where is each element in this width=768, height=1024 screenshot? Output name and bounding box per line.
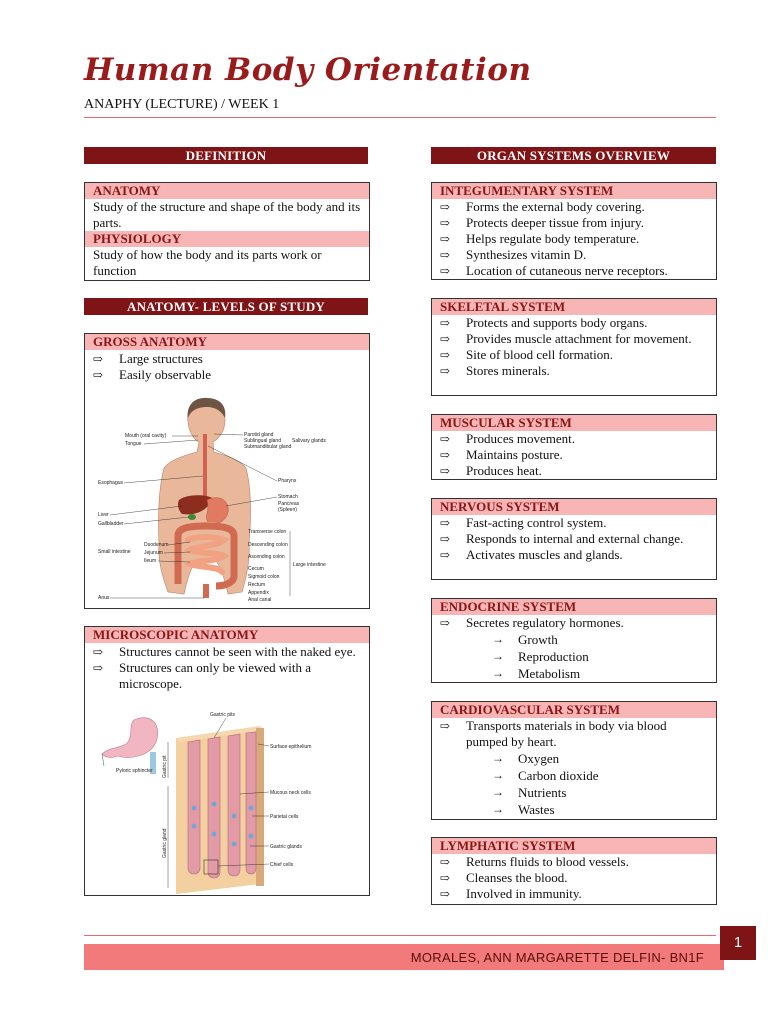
skeletal-heading: SKELETAL SYSTEM (432, 299, 716, 315)
arrow-bullet-icon: ⇨ (440, 616, 451, 630)
label-surface-epithelium: Surface epithelium (270, 744, 312, 750)
arrow-bullet-icon: ⇨ (440, 200, 451, 214)
label-parietal-cells: Parietal cells (270, 814, 299, 820)
arrow-bullet-icon: ⇨ (93, 352, 104, 366)
page-number: 1 (720, 926, 756, 960)
label-small-intestine: Small intestine (98, 549, 131, 555)
list-item: → Oxygen (492, 751, 560, 766)
list-item: ⇨ Maintains posture. (440, 447, 563, 462)
label-gastric-pits: Gastric pits (210, 712, 236, 718)
arrow-bullet-icon: ⇨ (440, 216, 451, 230)
arrow-bullet-icon: ⇨ (440, 887, 451, 901)
arrow-bullet-icon: ⇨ (440, 348, 451, 362)
label-gastric-pit-side: Gastric pit (162, 755, 168, 778)
label-parotid: Parotid gland (244, 432, 274, 438)
microscopic-anatomy-heading: MICROSCOPIC ANATOMY (85, 627, 369, 643)
footer-divider (84, 935, 716, 936)
right-arrow-icon: → (492, 751, 504, 765)
list-item: ⇨ Fast-acting control system. (440, 515, 607, 530)
list-item: ⇨ Secretes regulatory hormones. (440, 615, 624, 630)
arrow-bullet-icon: ⇨ (440, 316, 451, 330)
list-item: ⇨ Involved in immunity. (440, 886, 582, 901)
list-item: ⇨ Protects deeper tissue from injury. (440, 215, 644, 230)
arrow-bullet-icon: ⇨ (440, 871, 451, 885)
arrow-bullet-icon: ⇨ (440, 248, 451, 262)
list-item: ⇨ Activates muscles and glands. (440, 547, 623, 562)
list-item: ⇨ Produces movement. (440, 431, 576, 446)
label-appendix: Appendix (248, 590, 269, 596)
list-item: ⇨ Responds to internal and external change. (440, 531, 684, 546)
label-duodenum: Duodenum (144, 542, 169, 548)
label-large-intestine: Large intestine (293, 562, 326, 568)
list-item: → Carbon dioxide (492, 768, 599, 783)
label-pharynx: Pharynx (278, 478, 297, 484)
list-item: ⇨ Site of blood cell formation. (440, 347, 613, 362)
list-item: ⇨ Structures can only be viewed with a microscope. (93, 660, 312, 691)
right-arrow-icon: → (492, 802, 504, 816)
list-item: ⇨ Transports materials in body via blood pumped by heart. (440, 718, 667, 749)
physiology-definition: Study of how the body and its parts work or function (93, 247, 322, 278)
label-salivary: Salivary glands (292, 438, 326, 444)
arrow-bullet-icon: ⇨ (440, 548, 451, 562)
arrow-bullet-icon: ⇨ (440, 855, 451, 869)
list-item: ⇨ Structures cannot be seen with the naked eye. (93, 644, 356, 659)
list-item: ⇨ Large structures (93, 351, 203, 366)
label-descending-colon: Descending colon (248, 542, 288, 548)
anatomy-definition: Study of the structure and shape of the body and its parts. (93, 199, 361, 230)
definition-section-header: DEFINITION (84, 147, 368, 164)
digestive-system-illustration (96, 396, 326, 608)
integumentary-heading: INTEGUMENTARY SYSTEM (432, 183, 716, 199)
label-anus: Anus (98, 595, 110, 601)
definition-box (84, 182, 370, 281)
list-item: ⇨ Produces heat. (440, 463, 542, 478)
arrow-bullet-icon: ⇨ (93, 661, 104, 675)
right-arrow-icon: → (492, 768, 504, 782)
label-spleen: (Spleen) (278, 507, 297, 513)
list-item: ⇨ Provides muscle attachment for movement. (440, 331, 692, 346)
label-transverse-colon: Transverse colon (248, 529, 287, 535)
footer-author: MORALES, ANN MARGARETTE DELFIN- BN1F (410, 950, 704, 965)
list-item: → Growth (492, 632, 558, 647)
physiology-heading: PHYSIOLOGY (85, 231, 369, 247)
label-jejunum: Jejunum (144, 550, 163, 556)
arrow-bullet-icon: ⇨ (440, 464, 451, 478)
list-item: ⇨ Returns fluids to blood vessels. (440, 854, 629, 869)
list-item: ⇨ Synthesizes vitamin D. (440, 247, 587, 262)
label-stomach: Stomach (278, 494, 298, 500)
list-item: ⇨ Protects and supports body organs. (440, 315, 648, 330)
footer-bar (84, 944, 724, 970)
list-item: ⇨ Stores minerals. (440, 363, 550, 378)
list-item: → Metabolism (492, 666, 581, 681)
label-ileum: Ileum (144, 558, 157, 564)
page-title: Human Body Orientation (84, 52, 532, 88)
cardiovascular-system-box (431, 701, 717, 820)
label-liver: Liver (98, 512, 109, 518)
list-item: → Reproduction (492, 649, 589, 664)
right-arrow-icon: → (492, 785, 504, 799)
right-arrow-icon: → (492, 632, 504, 646)
label-chief-cells: Chief cells (270, 862, 294, 868)
label-sublingual: Sublingual gland (244, 438, 281, 444)
nervous-system-box (431, 498, 717, 580)
lymphatic-heading: LYMPHATIC SYSTEM (432, 838, 716, 854)
right-arrow-icon: → (492, 666, 504, 680)
label-pancreas: Pancreas (278, 501, 300, 507)
list-item: → Wastes (492, 802, 555, 817)
arrow-bullet-icon: ⇨ (440, 332, 451, 346)
lymphatic-system-box (431, 837, 717, 905)
list-item: ⇨ Cleanses the blood. (440, 870, 568, 885)
list-item: ⇨ Easily observable (93, 367, 212, 382)
muscular-heading: MUSCULAR SYSTEM (432, 415, 716, 431)
header-divider (84, 117, 716, 118)
label-mouth: Mouth (oral cavity) (125, 433, 167, 439)
label-cecum: Cecum (248, 566, 264, 572)
arrow-bullet-icon: ⇨ (93, 645, 104, 659)
nervous-heading: NERVOUS SYSTEM (432, 499, 716, 515)
list-item: ⇨ Location of cutaneous nerve receptors. (440, 263, 668, 278)
gross-anatomy-heading: GROSS ANATOMY (85, 334, 369, 350)
arrow-bullet-icon: ⇨ (93, 368, 104, 382)
label-anal-canal: Anal canal (248, 597, 272, 603)
label-ascending-colon: Ascending colon (248, 554, 285, 560)
arrow-bullet-icon: ⇨ (440, 264, 451, 278)
list-item: ⇨ Forms the external body covering. (440, 199, 645, 214)
arrow-bullet-icon: ⇨ (440, 448, 451, 462)
label-gastric-gland-side: Gastric gland (162, 828, 168, 858)
muscular-system-box (431, 414, 717, 480)
label-pyloric-sphincter: Pyloric sphincter (116, 768, 153, 774)
arrow-bullet-icon: ⇨ (440, 364, 451, 378)
endocrine-heading: ENDOCRINE SYSTEM (432, 599, 716, 615)
gastric-gland-illustration (90, 708, 312, 894)
label-gastric-glands: Gastric glands (270, 844, 302, 850)
arrow-bullet-icon: ⇨ (440, 516, 451, 530)
label-rectum: Rectum (248, 582, 266, 588)
arrow-bullet-icon: ⇨ (440, 532, 451, 546)
label-gallbladder: Gallbladder (98, 521, 124, 527)
label-sigmoid-colon: Sigmoid colon (248, 574, 280, 580)
list-item: → Nutrients (492, 785, 567, 800)
arrow-bullet-icon: ⇨ (440, 719, 451, 733)
skeletal-system-box (431, 298, 717, 396)
cardiovascular-heading: CARDIOVASCULAR SYSTEM (432, 702, 716, 718)
page-subtitle: ANAPHY (LECTURE) / WEEK 1 (84, 97, 280, 112)
label-mucous-neck-cells: Mucous neck cells (270, 790, 311, 796)
label-esophagus: Esophagus (98, 480, 124, 486)
list-item: ⇨ Helps regulate body temperature. (440, 231, 640, 246)
arrow-bullet-icon: ⇨ (440, 432, 451, 446)
right-arrow-icon: → (492, 649, 504, 663)
organ-systems-section-header: ORGAN SYSTEMS OVERVIEW (431, 147, 716, 164)
anatomy-heading: ANATOMY (85, 183, 369, 199)
integumentary-system-box (431, 182, 717, 280)
arrow-bullet-icon: ⇨ (440, 232, 451, 246)
label-tongue: Tongue (125, 441, 142, 447)
endocrine-system-box (431, 598, 717, 683)
levels-section-header: ANATOMY- LEVELS OF STUDY (84, 298, 368, 315)
label-submandibular: Submandibular gland (244, 444, 292, 450)
